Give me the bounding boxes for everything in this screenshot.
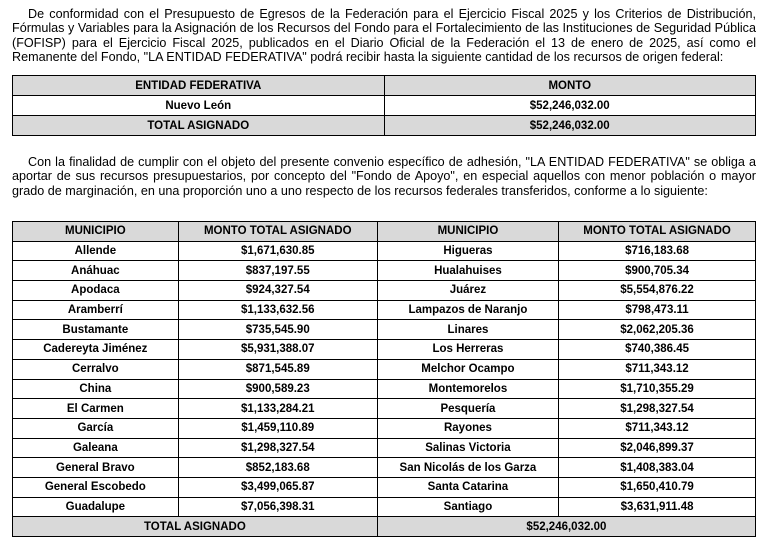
municipio-right: Lampazos de Naranjo — [377, 300, 558, 320]
table-row — [13, 418, 756, 438]
monto-left: $1,459,110.89 — [178, 418, 377, 438]
municipio-right: Rayones — [377, 418, 558, 438]
monto-left: $924,327.54 — [178, 281, 377, 301]
monto-right: $711,343.12 — [559, 418, 756, 438]
monto-right: $798,473.11 — [559, 300, 756, 320]
table-row — [13, 438, 756, 458]
table-header-row — [13, 76, 756, 96]
monto-left: $871,545.89 — [178, 359, 377, 379]
municipio-left: Cadereyta Jiménez — [13, 340, 179, 360]
municipio-left: Cerralvo — [13, 359, 179, 379]
municipio-left: Aramberrí — [13, 300, 179, 320]
table-row — [13, 320, 756, 340]
monto-right: $1,408,383.04 — [559, 458, 756, 478]
monto-right: $1,298,327.54 — [559, 399, 756, 419]
total-row — [13, 517, 756, 537]
table-header-row — [13, 222, 756, 242]
header-municipio-right: MUNICIPIO — [377, 222, 558, 242]
municipio-right: Higueras — [377, 241, 558, 261]
monto-left: $7,056,398.31 — [178, 497, 377, 517]
municipio-right: San Nicolás de los Garza — [377, 458, 558, 478]
monto-right: $2,046,899.37 — [559, 438, 756, 458]
header-monto-left: MONTO TOTAL ASIGNADO — [178, 222, 377, 242]
municipio-left: García — [13, 418, 179, 438]
monto-right: $5,554,876.22 — [559, 281, 756, 301]
monto-right: $716,183.68 — [559, 241, 756, 261]
monto-left: $900,589.23 — [178, 379, 377, 399]
monto-right: $1,710,355.29 — [559, 379, 756, 399]
monto-left: $3,499,065.87 — [178, 477, 377, 497]
header-municipio-left: MUNICIPIO — [13, 222, 179, 242]
total-amount: $52,246,032.00 — [377, 517, 755, 537]
table-row — [13, 477, 756, 497]
intro-paragraph: De conformidad con el Presupuesto de Egresos de la Federación para el Ejercicio Fiscal 2025 y los Criterios de Distribución, Fórmulas y Variables para la Asignación de los Recursos del Fondo para el Fortalecimiento de las Instituciones de Seguridad Pública (FOFISP) para el Ejercicio Fiscal 2025, publicados en el Diario Oficial de la Federación el 13 de enero de 2025, así como el Remanente del Fondo, "LA ENTIDAD FEDERATIVA" podrá recibir hasta la siguiente cantidad de los recursos de origen federal: — [12, 7, 756, 65]
monto-left: $5,931,388.07 — [178, 340, 377, 360]
municipio-left: China — [13, 379, 179, 399]
municipio-left: El Carmen — [13, 399, 179, 419]
municipio-right: Salinas Victoria — [377, 438, 558, 458]
header-entidad-federativa: ENTIDAD FEDERATIVA — [13, 76, 385, 96]
total-amount: $52,246,032.00 — [384, 116, 756, 136]
monto-left: $735,545.90 — [178, 320, 377, 340]
municipio-left: Galeana — [13, 438, 179, 458]
total-label: TOTAL ASIGNADO — [13, 116, 385, 136]
header-monto-right: MONTO TOTAL ASIGNADO — [559, 222, 756, 242]
municipio-right: Hualahuises — [377, 261, 558, 281]
monto-right: $1,650,410.79 — [559, 477, 756, 497]
total-label: TOTAL ASIGNADO — [13, 517, 378, 537]
monto-right: $711,343.12 — [559, 359, 756, 379]
municipio-right: Juárez — [377, 281, 558, 301]
table-row — [13, 241, 756, 261]
municipality-amount-table — [12, 221, 756, 537]
table-row — [13, 261, 756, 281]
monto-left: $1,671,630.85 — [178, 241, 377, 261]
monto-right: $3,631,911.48 — [559, 497, 756, 517]
monto-right: $2,062,205.36 — [559, 320, 756, 340]
table-row — [13, 458, 756, 478]
municipio-right: Santa Catarina — [377, 477, 558, 497]
municipio-right: Los Herreras — [377, 340, 558, 360]
municipio-right: Montemorelos — [377, 379, 558, 399]
municipio-left: Allende — [13, 241, 179, 261]
table-row — [13, 399, 756, 419]
entity-name: Nuevo León — [13, 96, 385, 116]
table-row — [13, 379, 756, 399]
municipio-right: Santiago — [377, 497, 558, 517]
municipio-left: Bustamante — [13, 320, 179, 340]
municipio-left: Apodaca — [13, 281, 179, 301]
municipio-left: Anáhuac — [13, 261, 179, 281]
table-row — [13, 497, 756, 517]
monto-right: $900,705.34 — [559, 261, 756, 281]
monto-left: $852,183.68 — [178, 458, 377, 478]
table-row — [13, 281, 756, 301]
monto-left: $837,197.55 — [178, 261, 377, 281]
municipio-left: General Escobedo — [13, 477, 179, 497]
monto-left: $1,133,284.21 — [178, 399, 377, 419]
table-row — [13, 359, 756, 379]
table-row — [13, 96, 756, 116]
monto-right: $740,386.45 — [559, 340, 756, 360]
municipio-left: General Bravo — [13, 458, 179, 478]
monto-left: $1,298,327.54 — [178, 438, 377, 458]
commitment-paragraph: Con la finalidad de cumplir con el objeto del presente convenio específico de adhesión, "LA ENTIDAD FEDERATIVA" se obliga a aportar de sus recursos presupuestarios, por concepto del "Fondo de Apoyo", en especial aquellos con menor población o mayor grado de marginación, en una proporción uno a uno respecto de los recursos federales transferidos, conforme a lo siguiente: — [12, 155, 756, 198]
monto-left: $1,133,632.56 — [178, 300, 377, 320]
municipio-left: Guadalupe — [13, 497, 179, 517]
table-row — [13, 300, 756, 320]
table-row — [13, 340, 756, 360]
municipio-right: Linares — [377, 320, 558, 340]
header-monto: MONTO — [384, 76, 756, 96]
entity-amount: $52,246,032.00 — [384, 96, 756, 116]
municipio-right: Pesquería — [377, 399, 558, 419]
entity-amount-table — [12, 75, 756, 136]
municipio-right: Melchor Ocampo — [377, 359, 558, 379]
total-row — [13, 116, 756, 136]
